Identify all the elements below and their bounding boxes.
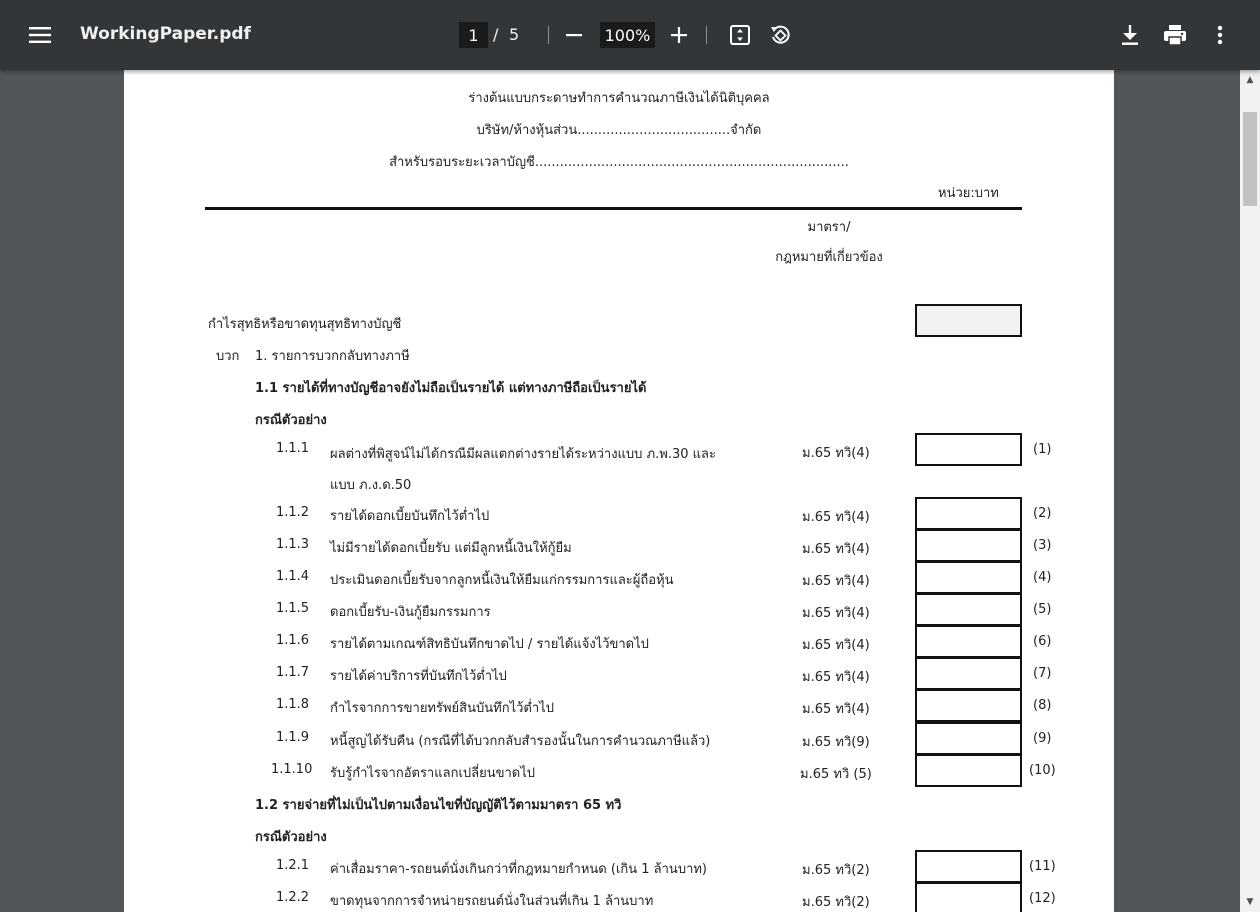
pdf-viewer[interactable] <box>0 70 1240 912</box>
item-number: 1.1.4 <box>276 569 310 584</box>
item-law-ref: ม.65 ทวิ(4) <box>802 702 870 717</box>
scrollbar-thumb[interactable] <box>1243 112 1257 206</box>
item-line-number: (2) <box>1033 506 1052 521</box>
item-amount-field[interactable] <box>915 433 1022 466</box>
section-1-1-heading: 1.1 รายได้ที่ทางบัญชีอาจยังไม่ถือเป็นรายได้ แต่ทางภาษีถือเป็นรายได้ <box>255 381 647 396</box>
item-line-number: (4) <box>1033 570 1052 585</box>
item-law-ref: ม.65 ทวิ(4) <box>802 574 870 589</box>
item-text: ไม่มีรายได้ดอกเบี้ยรับ แต่มีลูกหนี้เงินให้กู้ยืม <box>330 541 572 556</box>
item-line-number: (6) <box>1033 634 1052 649</box>
document-title: WorkingPaper.pdf <box>80 24 251 44</box>
item-law-ref: ม.65 ทวิ(4) <box>802 638 870 653</box>
item-text: รับรู้กำไรจากอัตราแลกเปลี่ยนขาดไป <box>330 766 536 781</box>
item-text: รายได้ดอกเบี้ยบันทึกไว้ต่ำไป <box>330 509 490 524</box>
item-number: 1.1.10 <box>271 762 313 777</box>
pdf-page <box>124 70 1114 912</box>
item-text: หนี้สูญได้รับคืน (กรณีที่ได้บวกกลับสำรองนั้นในการคำนวณภาษีแล้ว) <box>330 734 711 749</box>
item-line-number: (12) <box>1029 891 1056 906</box>
item-number: 1.2.1 <box>276 858 310 873</box>
item-number: 1.1.1 <box>276 441 310 456</box>
item-text: ค่าเสื่อมราคา-รถยนต์นั่งเกินกว่าที่กฎหมายกำหนด (เกิน 1 ล้านบาท) <box>330 862 708 877</box>
add-heading: 1. รายการบวกกลับทางภาษี <box>255 349 410 364</box>
item-amount-field[interactable] <box>915 850 1022 883</box>
vertical-scrollbar[interactable] <box>1240 70 1260 912</box>
item-law-ref: ม.65 ทวิ(2) <box>802 863 870 878</box>
header-period: สำหรับรอบระยะเวลาบัญชี............................................................................ <box>389 155 849 170</box>
scroll-up-arrow-icon[interactable]: ▲ <box>1246 75 1254 85</box>
item-line-number: (5) <box>1033 602 1052 617</box>
header-rule <box>205 207 1022 210</box>
item-law-ref: ม.65 ทวิ(4) <box>802 510 870 525</box>
item-amount-field[interactable] <box>915 882 1022 912</box>
toolbar-divider <box>706 26 707 44</box>
item-amount-field[interactable] <box>915 561 1022 594</box>
item-law-ref: ม.65 ทวิ(4) <box>802 670 870 685</box>
item-number: 1.1.2 <box>276 505 310 520</box>
item-amount-field[interactable] <box>915 689 1022 722</box>
item-line-number: (1) <box>1033 442 1052 457</box>
item-text-continued: แบบ ภ.ง.ด.50 <box>330 478 412 493</box>
item-law-ref: ม.65 ทวิ(9) <box>802 735 870 750</box>
rotate-icon[interactable] <box>766 21 794 49</box>
item-text: กำไรจากการขายทรัพย์สินบันทึกไว้ต่ำไป <box>330 701 554 716</box>
example-label: กรณีตัวอย่าง <box>255 830 327 845</box>
item-text: ผลต่างที่พิสูจน์ไม่ได้กรณีมีผลแตกต่างรายได้ระหว่างแบบ ภ.พ.30 และ <box>330 447 716 462</box>
add-label: บวก <box>216 349 240 364</box>
item-text: ดอกเบี้ยรับ-เงินกู้ยืมกรรมการ <box>330 605 491 620</box>
item-number: 1.1.3 <box>276 537 310 552</box>
item-line-number: (9) <box>1033 731 1052 746</box>
column-header-law: กฎหมายที่เกี่ยวข้อง <box>775 250 883 265</box>
total-pages: 5 <box>509 25 520 44</box>
column-header-section: มาตรา/ <box>807 220 851 235</box>
item-amount-field[interactable] <box>915 497 1022 530</box>
item-law-ref: ม.65 ทวิ(4) <box>802 606 870 621</box>
item-amount-field[interactable] <box>915 593 1022 626</box>
minus-icon[interactable] <box>560 21 588 49</box>
header-title: ร่างต้นแบบกระดาษทำการคำนวณภาษีเงินได้นิติบุคคล <box>468 91 770 106</box>
item-text: ประเมินดอกเบี้ยรับจากลูกหนี้เงินให้ยืมแก่กรรมการและผู้ถือหุ้น <box>330 573 674 588</box>
example-label: กรณีตัวอย่าง <box>255 413 327 428</box>
item-law-ref: ม.65 ทวิ(4) <box>802 542 870 557</box>
item-number: 1.1.9 <box>276 730 310 745</box>
item-law-ref: ม.65 ทวิ (5) <box>800 767 872 782</box>
item-line-number: (3) <box>1033 538 1052 553</box>
page-separator: / <box>493 25 499 44</box>
item-amount-field[interactable] <box>915 625 1022 658</box>
item-text: รายได้ค่าบริการที่บันทึกไว้ต่ำไป <box>330 669 507 684</box>
pdf-toolbar <box>0 0 1260 70</box>
item-line-number: (11) <box>1029 859 1056 874</box>
net-profit-field[interactable] <box>915 304 1022 337</box>
item-number: 1.1.8 <box>276 697 310 712</box>
item-number: 1.1.5 <box>276 601 310 616</box>
item-law-ref: ม.65 ทวิ(4) <box>802 446 870 461</box>
item-amount-field[interactable] <box>915 722 1022 755</box>
item-line-number: (8) <box>1033 698 1052 713</box>
item-line-number: (7) <box>1033 666 1052 681</box>
plus-icon[interactable] <box>665 21 693 49</box>
download-icon[interactable] <box>1116 21 1144 49</box>
item-text: ขาดทุนจากการจำหน่ายรถยนต์นั่งในส่วนที่เกิน 1 ล้านบาท <box>330 894 654 909</box>
current-page-input[interactable]: 1 <box>459 22 488 48</box>
item-amount-field[interactable] <box>915 529 1022 562</box>
item-number: 1.2.2 <box>276 890 310 905</box>
item-number: 1.1.6 <box>276 633 310 648</box>
hamburger-menu-icon[interactable] <box>24 19 56 51</box>
scroll-down-arrow-icon[interactable]: ▼ <box>1246 897 1254 907</box>
toolbar-divider <box>548 26 549 44</box>
header-company: บริษัท/ห้างหุ้นส่วน.....................................จำกัด <box>476 123 762 138</box>
zoom-level-input[interactable]: 100% <box>600 22 655 48</box>
item-law-ref: ม.65 ทวิ(2) <box>802 895 870 910</box>
item-text: รายได้ตามเกณฑ์สิทธิบันทึกขาดไป / รายได้แจ้งไว้ขาดไป <box>330 637 649 652</box>
fit-page-icon[interactable] <box>726 21 754 49</box>
item-number: 1.1.7 <box>276 665 310 680</box>
net-profit-label: กำไรสุทธิหรือขาดทุนสุทธิทางบัญชี <box>208 317 402 332</box>
section-1-2-heading: 1.2 รายจ่ายที่ไม่เป็นไปตามเงื่อนไขที่บัญญัติไว้ตามมาตรา 65 ทวิ <box>255 798 622 813</box>
item-line-number: (10) <box>1029 763 1056 778</box>
item-amount-field[interactable] <box>915 657 1022 690</box>
print-icon[interactable] <box>1161 21 1189 49</box>
unit-label: หน่วย:บาท <box>938 186 999 201</box>
item-amount-field[interactable] <box>915 754 1022 787</box>
more-vert-icon[interactable] <box>1206 21 1234 49</box>
